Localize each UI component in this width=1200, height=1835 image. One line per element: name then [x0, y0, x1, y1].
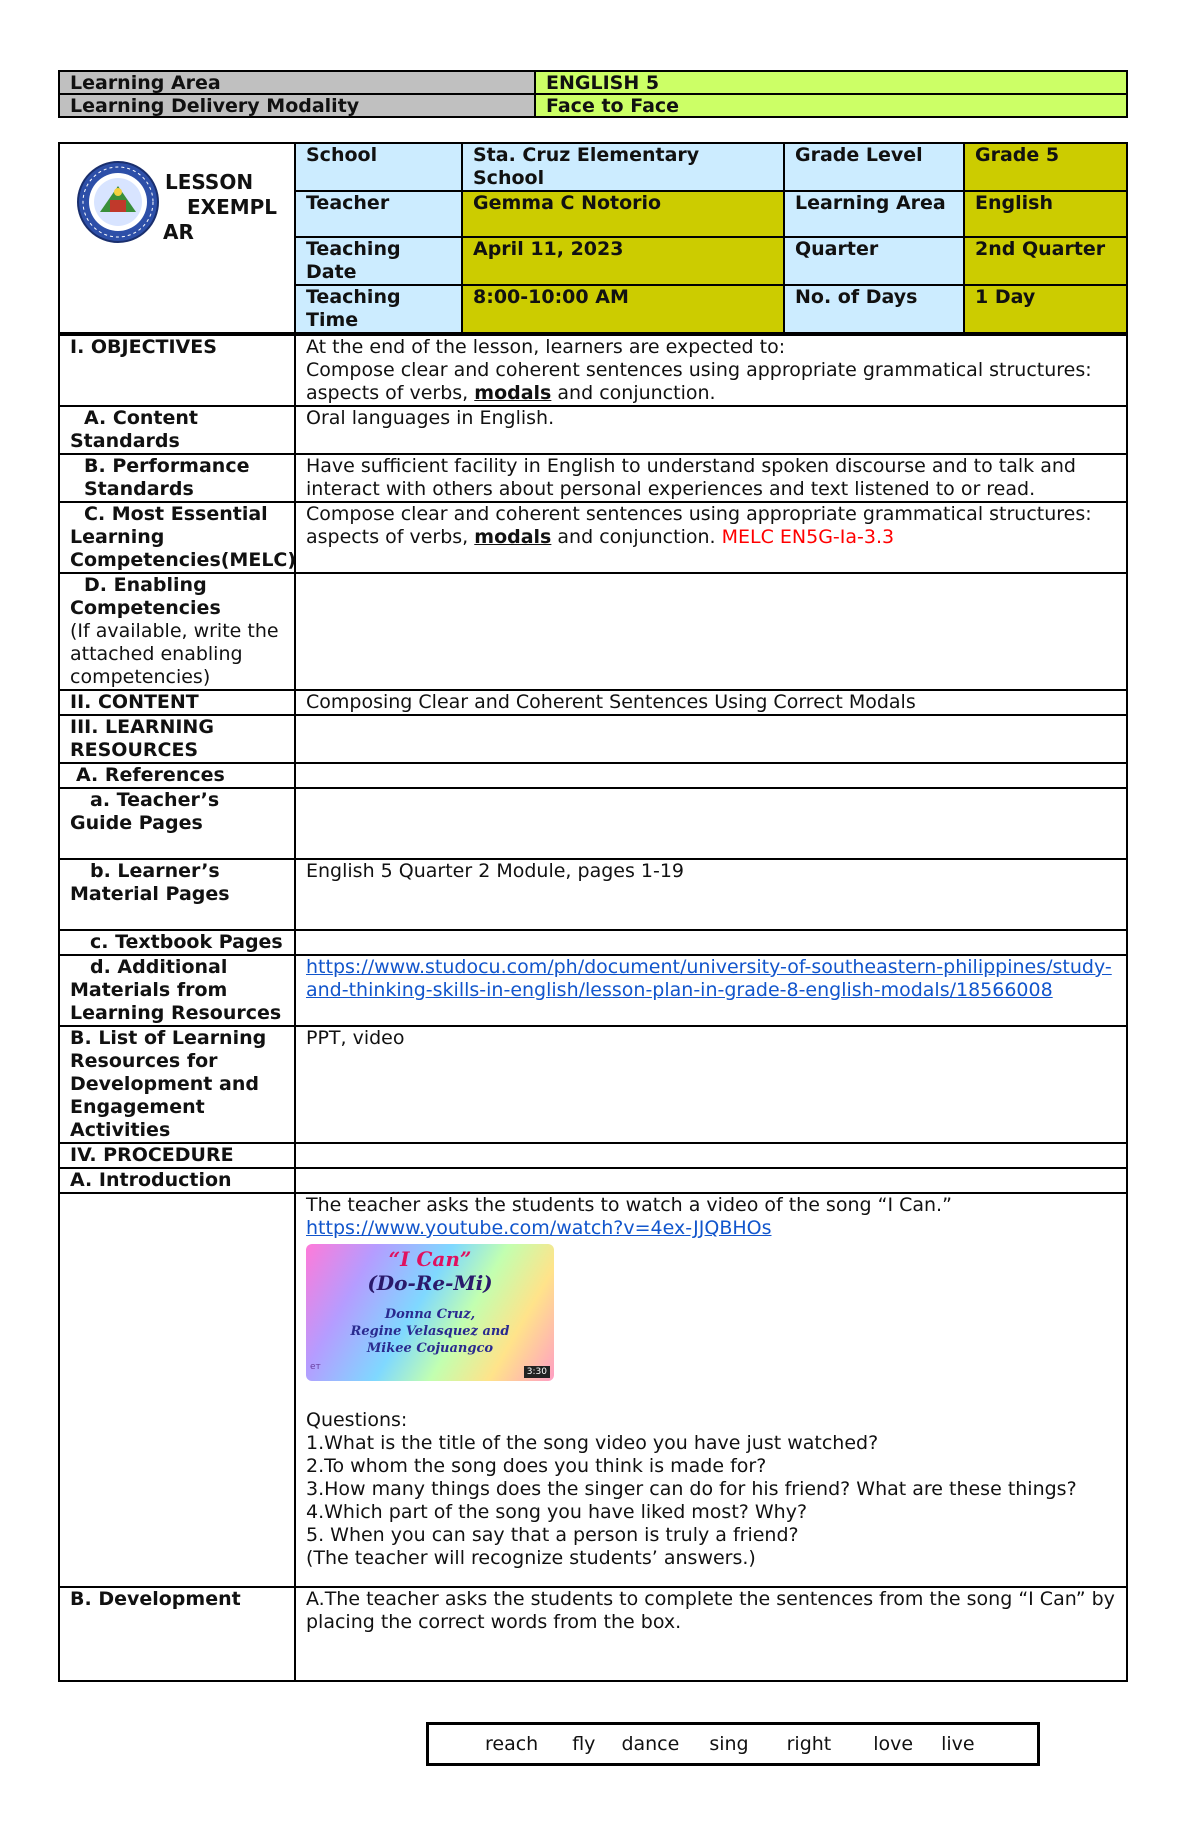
teacher-label: Teacher: [295, 191, 462, 237]
enabling-value: [295, 573, 1127, 690]
questions-heading: Questions:: [306, 1409, 408, 1431]
performance-standards-row: [59, 454, 1127, 502]
enabling-label: D. Enabling Competencies: [70, 574, 221, 619]
modals-word: modals: [474, 382, 552, 404]
textbook-row: [59, 930, 1127, 955]
question-item: 4.Which part of the song you have liked most? Why?: [306, 1501, 808, 1523]
introduction-content: [295, 1193, 1127, 1587]
video-title: “I Can”: [388, 1247, 472, 1271]
video-artists: [306, 1306, 554, 1357]
word-item: live: [941, 1733, 975, 1755]
additional-materials-row: [59, 955, 1127, 1026]
introduction-left: [59, 1193, 295, 1587]
references-label-text: A. References: [76, 764, 225, 786]
lesson-exemplar-title: [165, 170, 277, 245]
references-row: [59, 763, 1127, 788]
introduction-row: [59, 1193, 1127, 1587]
melc-value-a: Compose clear and coherent sentences using appropriate grammatical structures: aspects of verbs,: [306, 503, 1092, 548]
melc-value-b: and conjunction.: [551, 526, 722, 548]
content-standards-row: [59, 406, 1127, 454]
no-of-days-label: No. of Days: [784, 285, 964, 333]
word-item: reach: [485, 1733, 539, 1755]
objectives-text: [295, 335, 1127, 406]
development-text: A.The teacher asks the students to complete the sentences from the song “I Can” by placing the correct words from the box.: [295, 1587, 1127, 1681]
performance-standards-label-text: B. Performance Standards: [84, 455, 250, 500]
teachers-guide-label-text: a. Teacher’s Guide Pages: [70, 789, 220, 834]
introduction-label: A. Introduction: [59, 1168, 295, 1193]
additional-materials-link[interactable]: https://www.studocu.com/ph/document/university-of-southeastern-philippines/study-and-thinking-skills-in-english/lesson-plan-in-grade-8-english-modals/18566008: [306, 956, 1112, 1001]
performance-standards-value: Have sufficient facility in English to understand spoken discourse and to talk and interact with others about personal experiences and text listened to or read.: [295, 454, 1127, 502]
video-subtitle: (Do-Re-Mi): [367, 1271, 493, 1295]
school-label: School: [295, 143, 462, 191]
list-resources-label: B. List of Learning Resources for Development and Engagement Activities: [59, 1026, 295, 1143]
word-box: [426, 1722, 1040, 1766]
grade-level-value: Grade 5: [964, 143, 1127, 191]
objectives-statement: [306, 359, 1118, 405]
word-item: sing: [709, 1733, 749, 1755]
title-line-1: LESSON: [165, 170, 254, 194]
procedure-value: [295, 1143, 1127, 1168]
word-item: fly: [572, 1733, 596, 1755]
references-label: [59, 763, 295, 788]
content-standards-label: [59, 406, 295, 454]
learners-material-value: English 5 Quarter 2 Module, pages 1-19: [295, 859, 1127, 930]
question-item: (The teacher will recognize students’ answers.): [306, 1547, 756, 1569]
introduction-label-value: [295, 1168, 1127, 1193]
modality-value: Face to Face: [535, 94, 1127, 117]
video-artist-line-3: Mikee Cojuangco: [366, 1341, 494, 1356]
quarter-value: 2nd Quarter: [964, 237, 1127, 285]
introduction-text: The teacher asks the students to watch a video of the song “I Can.”: [306, 1194, 952, 1216]
teaching-time-value: 8:00-10:00 AM: [462, 285, 784, 333]
enabling-note: (If available, write the attached enabling competencies): [70, 620, 279, 688]
melc-label: [59, 502, 295, 573]
learning-area-value: ENGLISH 5: [535, 71, 1127, 94]
list-resources-value: PPT, video: [295, 1026, 1127, 1143]
word-item: right: [786, 1733, 832, 1755]
content-label: II. CONTENT: [59, 690, 295, 715]
resources-label-text: III. LEARNING RESOURCES: [70, 716, 214, 761]
youtube-link[interactable]: https://www.youtube.com/watch?v=4ex-JJQBHOs: [306, 1217, 772, 1239]
melc-label-text: C. Most Essential Learning Competencies(MELC): [70, 503, 297, 571]
word-item: dance: [621, 1733, 680, 1755]
no-of-days-value: 1 Day: [964, 285, 1127, 333]
teaching-date-value: April 11, 2023: [462, 237, 784, 285]
learning-area-label: Learning Area: [59, 71, 535, 94]
development-label: B. Development: [59, 1587, 295, 1681]
video-artist-line-2: Regine Velasquez and: [350, 1324, 510, 1339]
header-learning-area-label: Learning Area: [784, 191, 964, 237]
melc-modals-word: modals: [474, 526, 552, 548]
content-row: [59, 690, 1127, 715]
textbook-label: [59, 930, 295, 955]
teachers-guide-row: [59, 788, 1127, 859]
resources-value: [295, 715, 1127, 763]
objectives-intro: At the end of the lesson, learners are expected to:: [306, 336, 786, 358]
additional-materials-label: [59, 955, 295, 1026]
textbook-value: [295, 930, 1127, 955]
question-item: 1.What is the title of the song video you have just watched?: [306, 1432, 879, 1454]
references-value: [295, 763, 1127, 788]
video-thumbnail[interactable]: [306, 1244, 554, 1381]
resources-row: [59, 715, 1127, 763]
teachers-guide-label: [59, 788, 295, 859]
lesson-body-table: [58, 334, 1128, 1682]
video-duration: 3:30: [524, 1366, 550, 1378]
objectives-statement-a: Compose clear and coherent sentences using appropriate grammatical structures: aspects of verbs,: [306, 359, 1092, 404]
teachers-guide-value: [295, 788, 1127, 859]
learners-material-label: [59, 859, 295, 930]
development-row: [59, 1587, 1127, 1681]
learning-area-strip: [58, 70, 1128, 118]
header-learning-area-value: English: [964, 191, 1127, 237]
melc-code: MELC EN5G-Ia-3.3: [721, 526, 895, 548]
procedure-label: IV. PROCEDURE: [59, 1143, 295, 1168]
objectives-label: I. OBJECTIVES: [59, 335, 295, 406]
objectives-row: [59, 335, 1127, 406]
school-seal-icon: [76, 160, 160, 244]
learners-material-row: [59, 859, 1127, 930]
video-artist-line-1: Donna Cruz,: [384, 1307, 476, 1322]
question-item: 2.To whom the song does you think is made for?: [306, 1455, 767, 1477]
additional-materials-label-text: d. Additional Materials from Learning Resources: [70, 956, 282, 1024]
grade-level-label: Grade Level: [784, 143, 964, 191]
school-value: Sta. Cruz Elementary School: [462, 143, 784, 191]
question-item: 3.How many things does the singer can do for his friend? What are these things?: [306, 1478, 1077, 1500]
melc-row: [59, 502, 1127, 573]
introduction-label-row: [59, 1168, 1127, 1193]
teaching-time-label: Teaching Time: [295, 285, 462, 333]
objectives-statement-b: and conjunction.: [551, 382, 716, 404]
list-resources-row: [59, 1026, 1127, 1143]
teacher-value: Gemma C Notorio: [462, 191, 784, 237]
performance-standards-label: [59, 454, 295, 502]
question-item: 5. When you can say that a person is truly a friend?: [306, 1524, 799, 1546]
quarter-label: Quarter: [784, 237, 964, 285]
procedure-row: [59, 1143, 1127, 1168]
teaching-date-label: Teaching Date: [295, 237, 462, 285]
content-standards-label-text: A. Content Standards: [70, 407, 198, 452]
title-line-2: EXEMPL: [187, 195, 278, 219]
enabling-label-cell: [59, 573, 295, 690]
logo-cell: [59, 143, 295, 333]
title-line-3: AR: [163, 220, 194, 244]
learners-material-label-text: b. Learner’s Material Pages: [70, 860, 230, 905]
lesson-header-table: [58, 142, 1128, 334]
resources-label: [59, 715, 295, 763]
enabling-row: [59, 573, 1127, 690]
content-standards-value: Oral languages in English.: [295, 406, 1127, 454]
textbook-label-text: c. Textbook Pages: [90, 931, 283, 953]
melc-value: [295, 502, 1127, 573]
content-value: Composing Clear and Coherent Sentences Using Correct Modals: [295, 690, 1127, 715]
word-item: love: [873, 1733, 914, 1755]
video-watermark: ет: [310, 1362, 321, 1372]
additional-materials-value: [295, 955, 1127, 1026]
modality-label: Learning Delivery Modality: [59, 94, 535, 117]
